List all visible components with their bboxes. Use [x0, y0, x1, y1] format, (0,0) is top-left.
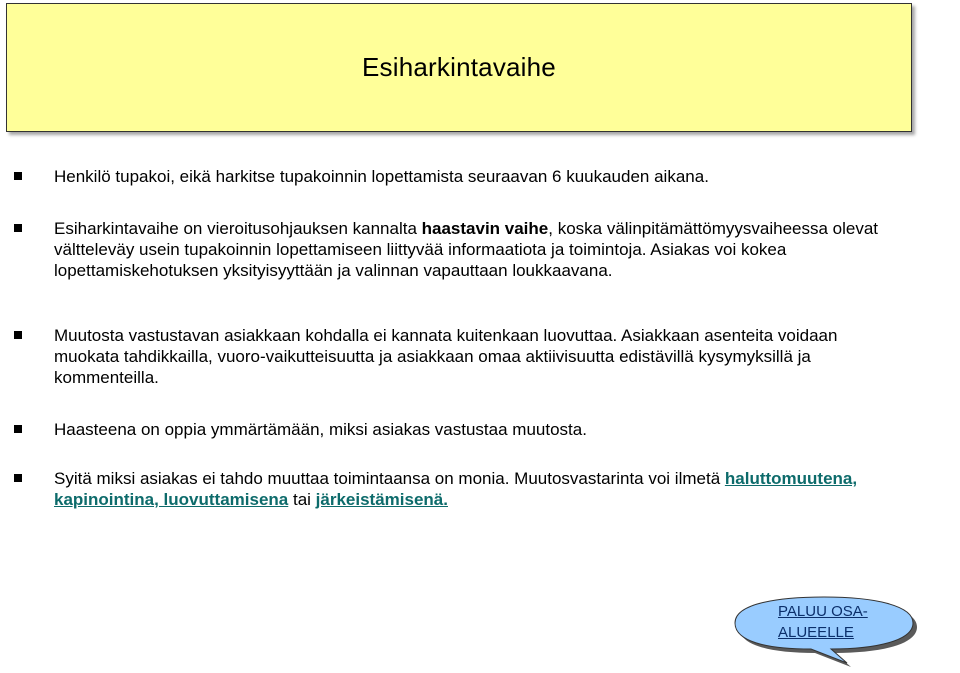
bullet-text [54, 419, 900, 440]
title-box [6, 3, 912, 132]
bullet-marker [14, 331, 22, 339]
back-to-section-button[interactable] [735, 597, 913, 659]
bullet-marker [14, 474, 22, 482]
bullet-marker [14, 425, 22, 433]
bullet-link[interactable]: haluttomuutena, kapinointina, luovuttamisena [54, 469, 858, 509]
page-title: Esiharkintavaihe [362, 52, 556, 82]
bullet-text-run: Muutosta vastustavan asiakkaan kohdalla ei kannata kuitenkaan luovuttaa. Asiakkaan asenteita voidaan muokata tahdikkailla, vuoro-vaikutteisuutta ja asiakkaan omaa aktiivisuutta edistävillä kysymyksillä ja kommenteilla. [54, 326, 838, 387]
bullet-emphasis: haastavin vaihe [421, 219, 549, 238]
bullet-text-run: , koska välinpitämättömyysvaiheessa olevat vältteleväy usein tupakoinnin lopettamiseen liittyvää informaatiota ja toimintoja. Asiakas voi kokea lopettamiskehotuksen yksityisyyttään ja valinnan vapauttaan loukkaavana. [54, 219, 879, 280]
bullet-text [54, 218, 900, 281]
bullet-link[interactable]: järkeistämisenä. [315, 490, 448, 509]
bullet-text-run: tai [288, 490, 316, 509]
bullet-text [54, 325, 900, 388]
back-button-label[interactable]: PALUU OSA-ALUEELLE [778, 603, 868, 641]
bullet-text [54, 166, 900, 187]
bullet-text-run: Esiharkintavaihe on vieroitusohjauksen kannalta [54, 219, 422, 238]
bullet-marker [14, 172, 22, 180]
bullet-text-run: Haasteena on oppia ymmärtämään, miksi asiakas vastustaa muutosta. [54, 420, 587, 439]
bullet-text-run: Syitä miksi asiakas ei tahdo muuttaa toimintaansa on monia. Muutosvastarinta voi ilmetä [54, 469, 725, 488]
bullet-text [54, 468, 900, 510]
bullet-text-run: Henkilö tupakoi, eikä harkitse tupakoinnin lopettamista seuraavan 6 kuukauden aikana. [54, 167, 709, 186]
bullet-marker [14, 224, 22, 232]
